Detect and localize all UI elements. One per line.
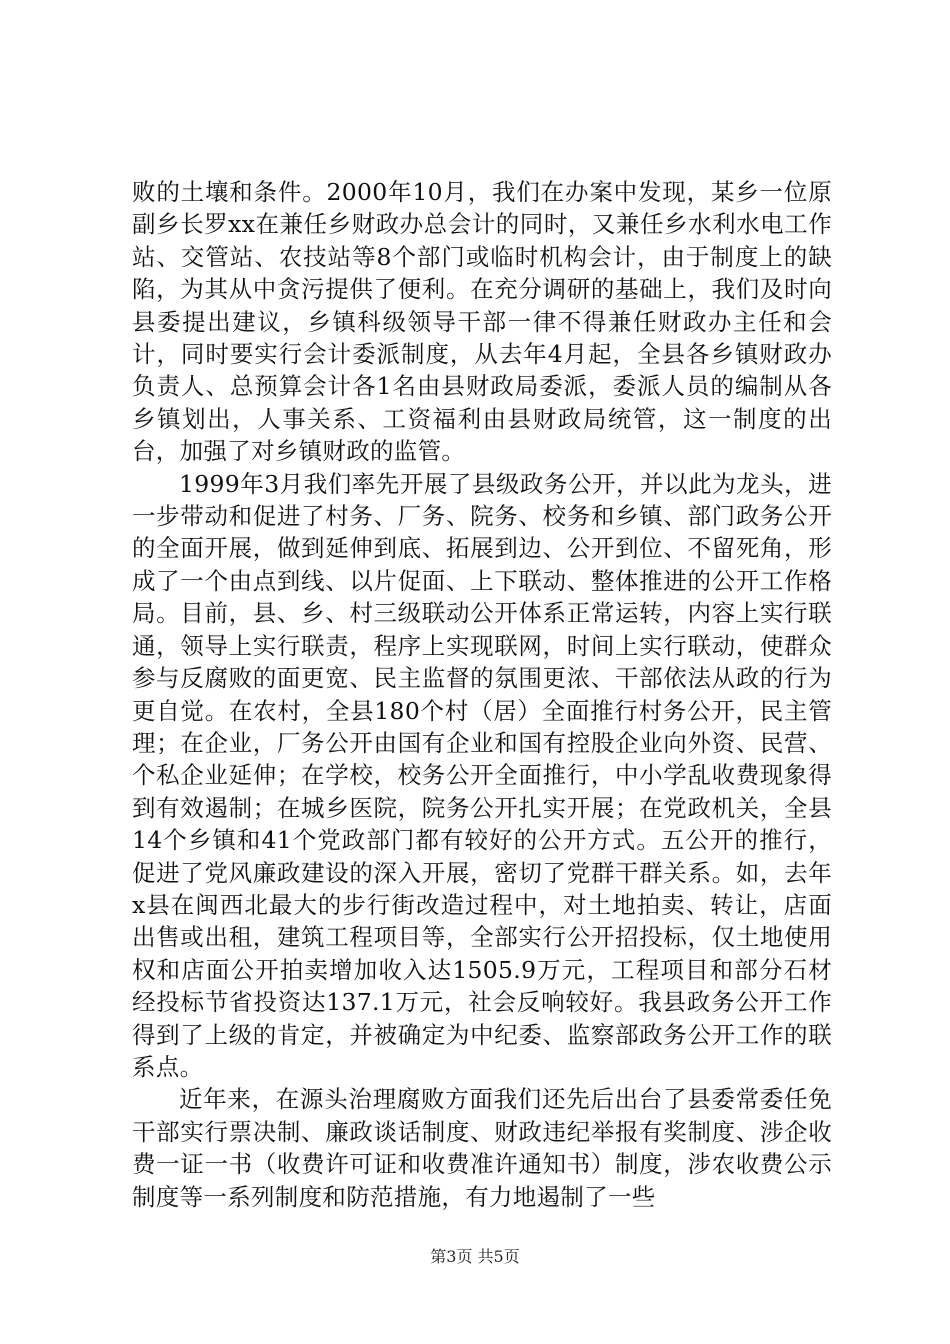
paragraph-3: 近年来，在源头治理腐败方面我们还先后出台了县委常委任免干部实行票决制、廉政谈话制度、财政违纪举报有奖制度、涉企收费一证一书（收费许可证和收费准许通知书）制度，涉农收费公示制度等一系列制度和防范措施，有力地遏制了一些 <box>132 1085 832 1211</box>
page-footer <box>0 1244 950 1267</box>
page-number-label: 第3页 共5页 <box>430 1247 520 1266</box>
paragraph-1: 败的土壤和条件。2000年10月，我们在办案中发现，某乡一位原副乡长罗xx在兼任乡财政办总会计的同时，又兼任乡水利水电工作站、交管站、农技站等8个部门或临时机构会计，由于制度上的缺陷，为其从中贪污提供了便利。在充分调研的基础上，我们及时向县委提出建议，乡镇科级领导干部一律不得兼任财政办主任和会计，同时要实行会计委派制度，从去年4月起，全县各乡镇财政办负责人、总预算会计各1名由县财政局委派，委派人员的编制从各乡镇划出，人事关系、工资福利由县财政局统管，这一制度的出台，加强了对乡镇财政的监管。 <box>132 178 832 466</box>
document-body <box>132 176 832 1213</box>
paragraph-2: 1999年3月我们率先开展了县级政务公开，并以此为龙头，进一步带动和促进了村务、厂务、院务、校务和乡镇、部门政务公开的全面开展，做到延伸到底、拓展到边、公开到位、不留死角，形成了一个由点到线、以片促面、上下联动、整体推进的公开工作格局。目前，县、乡、村三级联动公开体系正常运转，内容上实行联通，领导上实行联责，程序上实现联网，时间上实行联动，使群众参与反腐败的面更宽、民主监督的氛围更浓、干部依法从政的行为更自觉。在农村，全县180个村（居）全面推行村务公开，民主管理；在企业，厂务公开由国有企业和国有控股企业向外资、民营、个私企业延伸；在学校，校务公开全面推行，中小学乱收费现象得到有效遏制；在城乡医院，院务公开扎实开展；在党政机关，全县14个乡镇和41个党政部门都有较好的公开方式。五公开的推行，促进了党风廉政建设的深入开展，密切了党群干群关系。如，去年x县在闽西北最大的步行街改造过程中，对土地拍卖、转让，店面出售或出租，建筑工程项目等，全部实行公开招投标，仅土地使用权和店面公开拍卖增加收入达1505.9万元，工程项目和部分石材经投标节省投资达137.1万元，社会反响较好。我县政务公开工作得到了上级的肯定，并被确定为中纪委、监察部政务公开工作的联系点。 <box>132 469 832 1081</box>
